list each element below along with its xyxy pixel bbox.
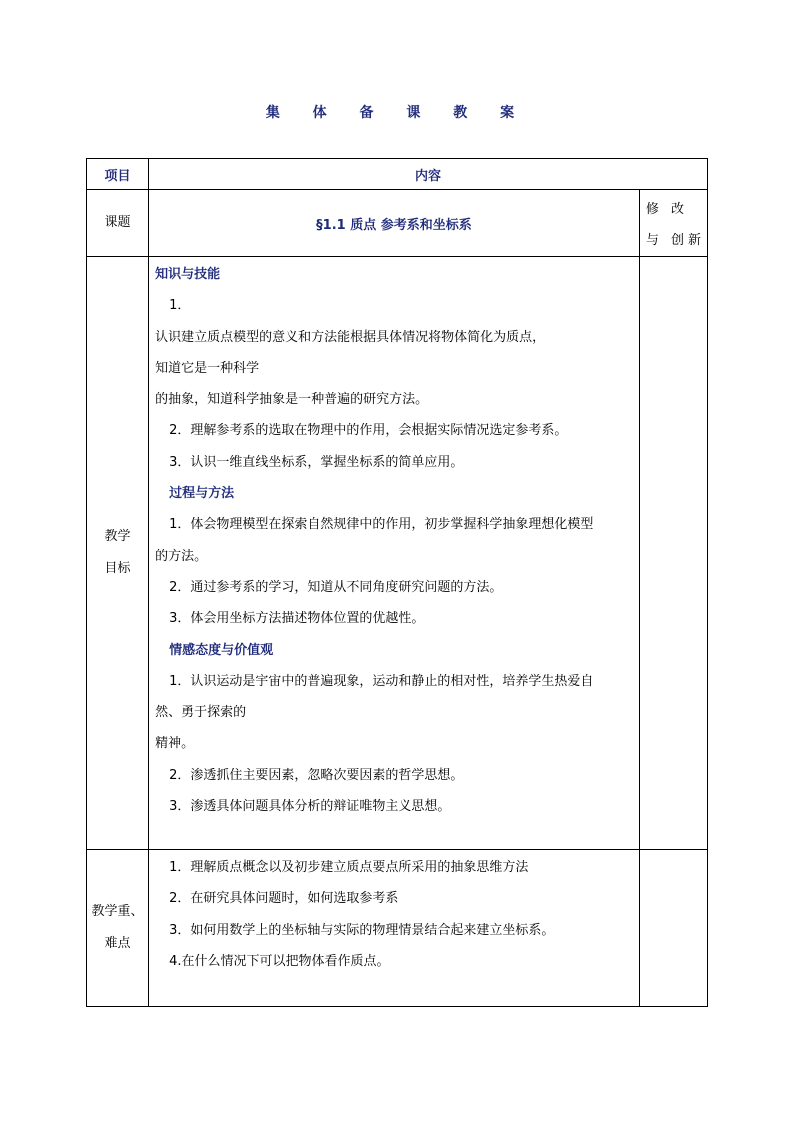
topic-row [87,190,708,257]
keypoints-row [87,850,708,1007]
objective-line: 2．通过参考系的学习，知道从不同角度研究问题的方法。 [169,579,503,595]
page-title: 集 体 备 课 教 案 [265,105,529,121]
objective-line: 1．体会物理模型在探索自然规律中的作用，初步掌握科学抽象理想化模型 [169,517,594,533]
header-content: 内容 [149,159,708,190]
objectives-label [87,257,149,850]
keypoint-line: 2．在研究具体问题时，如何选取参考系 [169,891,399,907]
keypoints-content [149,850,640,1007]
header-item: 项目 [87,159,149,190]
objective-line: 1． [169,298,191,314]
objectives-label-line: 目标 [104,561,131,576]
objective-line: 3．渗透具体问题具体分析的辩证唯物主义思想。 [169,799,451,815]
objective-line: 精神。 [155,736,195,752]
objective-line: 然、勇于探索的 [155,705,247,721]
lesson-plan-table [86,158,708,1007]
revision-label: 修 改 与 创新 [639,190,707,257]
objective-line: 认识建立质点模型的意义和方法能根据具体情况将物体简化为质点， [155,329,546,345]
objective-line: 1．认识运动是宇宙中的普遍现象，运动和静止的相对性，培养学生热爱自 [169,673,594,689]
topic-label: 课题 [87,190,149,257]
objective-line: 2．渗透抓住主要因素，忽略次要因素的哲学思想。 [169,767,464,783]
objective-line: 的抽象，知道科学抽象是一种普遍的研究方法。 [155,392,429,408]
keypoints-label [87,850,149,1007]
objective-line: 2．理解参考系的选取在物理中的作用，会根据实际情况选定参考系。 [169,423,568,439]
objective-line: 3．认识一维直线坐标系，掌握坐标系的简单应用。 [169,454,464,470]
objectives-content [149,257,640,850]
objective-line: 3．体会用坐标方法描述物体位置的优越性。 [169,611,425,627]
keypoints-revision-cell [639,850,707,1007]
keypoints-label-line: 难点 [104,936,131,951]
section-heading: 过程与方法 [169,486,235,502]
keypoint-line: 3．如何用数学上的坐标轴与实际的物理情景结合起来建立坐标系。 [169,922,555,938]
keypoints-label-line: 教学重、 [91,904,144,919]
section-heading: 情感态度与价值观 [169,642,274,658]
objectives-label-line: 教学 [104,529,131,544]
objective-line: 知道它是一种科学 [155,360,260,376]
keypoint-line: 4.在什么情况下可以把物体看作质点。 [169,953,390,969]
objectives-row [87,257,708,850]
objectives-revision-cell [639,257,707,850]
section-heading: 知识与技能 [155,267,221,282]
course-title: §1.1 质点 参考系和坐标系 [149,190,640,257]
keypoint-line: 1．理解质点概念以及初步建立质点要点所采用的抽象思维方法 [169,860,529,875]
table-header-row [87,159,708,190]
objective-line: 的方法。 [155,548,208,564]
